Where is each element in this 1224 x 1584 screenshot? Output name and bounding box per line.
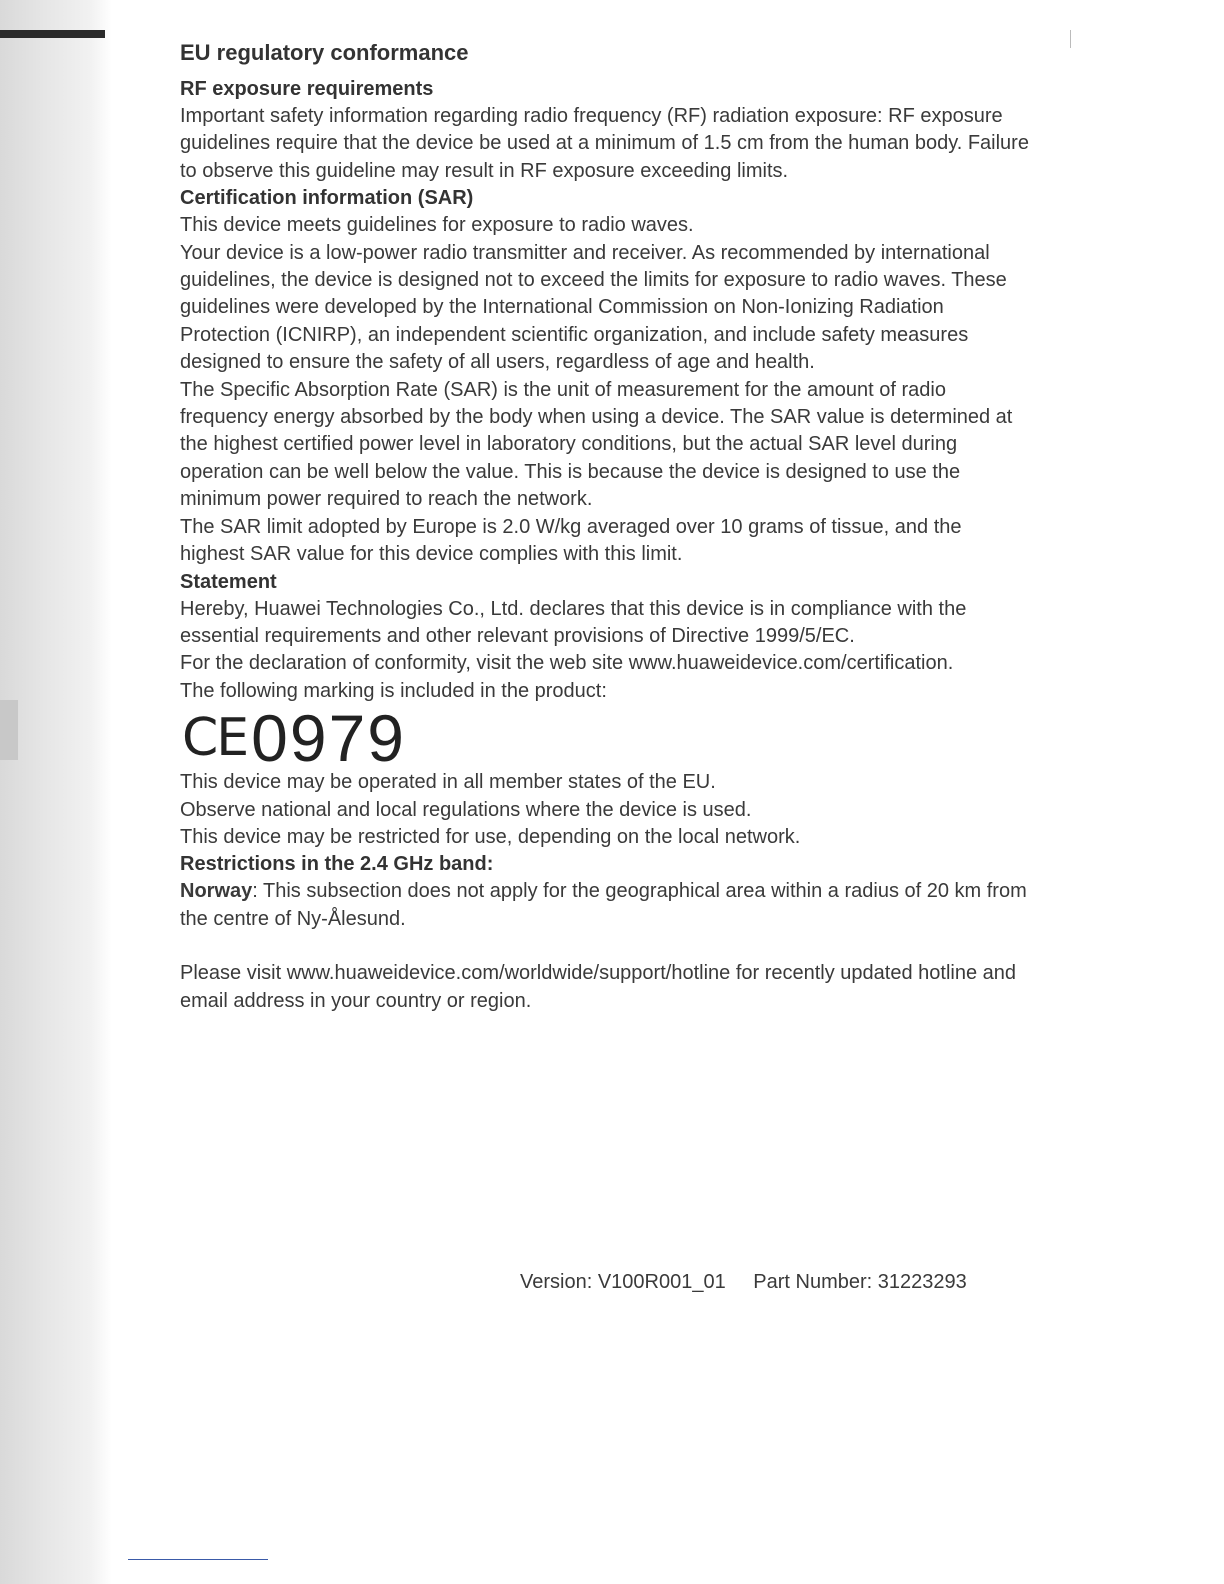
- rf-exposure-heading: RF exposure requirements: [180, 78, 434, 100]
- scan-mark: [1070, 30, 1071, 48]
- norway-text: : This subsection does not apply for the geographical area within a radius of 20 km from the centre of Ny-Ålesund.: [180, 880, 1027, 930]
- document-body: [180, 38, 1030, 1015]
- bottom-rule: [128, 1559, 268, 1560]
- sar-paragraph-3: The Specific Absorption Rate (SAR) is the unit of measurement for the amount of radio frequency energy absorbed by the body when using a device. The SAR value is determined at the highest certified power level in laboratory conditions, but the actual SAR level during operation can be well below the value. This is because the device is designed to use the minimum power required to reach the network.: [180, 378, 1013, 511]
- footer: [520, 1268, 967, 1296]
- sar-paragraph-2: Your device is a low-power radio transmitter and receiver. As recommended by international guidelines, the device is designed not to exceed the limits for exposure to radio waves. These guidelines were developed by the International Commission on Non-Ionizing Radiation Protection (ICNIRP), an independent scientific organization, and include safety measures designed to ensure the safety of all users, regardless of age and health.: [180, 241, 1007, 374]
- ce-notified-body-number: 0979: [251, 701, 406, 776]
- scan-edge-shadow: [0, 0, 112, 1584]
- restrictions-heading: Restrictions in the 2.4 GHz band:: [180, 853, 494, 876]
- scan-edge-bar: [0, 30, 105, 38]
- hotline-paragraph: Please visit www.huaweidevice.com/worldwide/support/hotline for recently updated hotline and email address in your country or region.: [180, 962, 1017, 1012]
- statement-heading: Statement: [180, 570, 277, 593]
- spacer: [180, 933, 1030, 960]
- statement-paragraph-3: The following marking is included in the product:: [180, 679, 607, 702]
- eu-paragraph-3: This device may be restricted for use, depending on the local network.: [180, 825, 801, 848]
- sar-paragraph-4: The SAR limit adopted by Europe is 2.0 W/kg averaged over 10 grams of tissue, and the highest SAR value for this device complies with this limit.: [180, 515, 962, 566]
- version-label: Version: V100R001_01: [520, 1271, 726, 1293]
- statement-paragraph-2: For the declaration of conformity, visit the web site www.huaweidevice.com/certification.: [180, 652, 954, 675]
- scan-smudge: [0, 700, 18, 760]
- sar-heading: Certification information (SAR): [180, 187, 474, 210]
- statement-paragraph-1: Hereby, Huawei Technologies Co., Ltd. declares that this device is in compliance with the essential requirements and other relevant provisions of Directive 1999/5/EC.: [180, 597, 967, 647]
- eu-paragraph-2: Observe national and local regulations where the device is used.: [180, 798, 752, 821]
- sar-paragraph-1: This device meets guidelines for exposure to radio waves.: [180, 214, 694, 237]
- norway-paragraph: [180, 878, 1030, 933]
- norway-label: Norway: [180, 880, 253, 903]
- page-title: EU regulatory conformance: [180, 40, 469, 65]
- rf-exposure-text: Important safety information regarding radio frequency (RF) radiation exposure: RF exposure guidelines require that the device be used at a minimum of 1.5 cm from the human body. Failure to observe this guideline may result in RF exposure exceeding limits.: [180, 105, 1029, 182]
- part-number-label: Part Number: 31223293: [753, 1271, 967, 1293]
- ce-marking: [182, 701, 1030, 776]
- eu-paragraph-1: This device may be operated in all member states of the EU.: [180, 771, 716, 794]
- ce-mark-logo: CE: [182, 708, 248, 769]
